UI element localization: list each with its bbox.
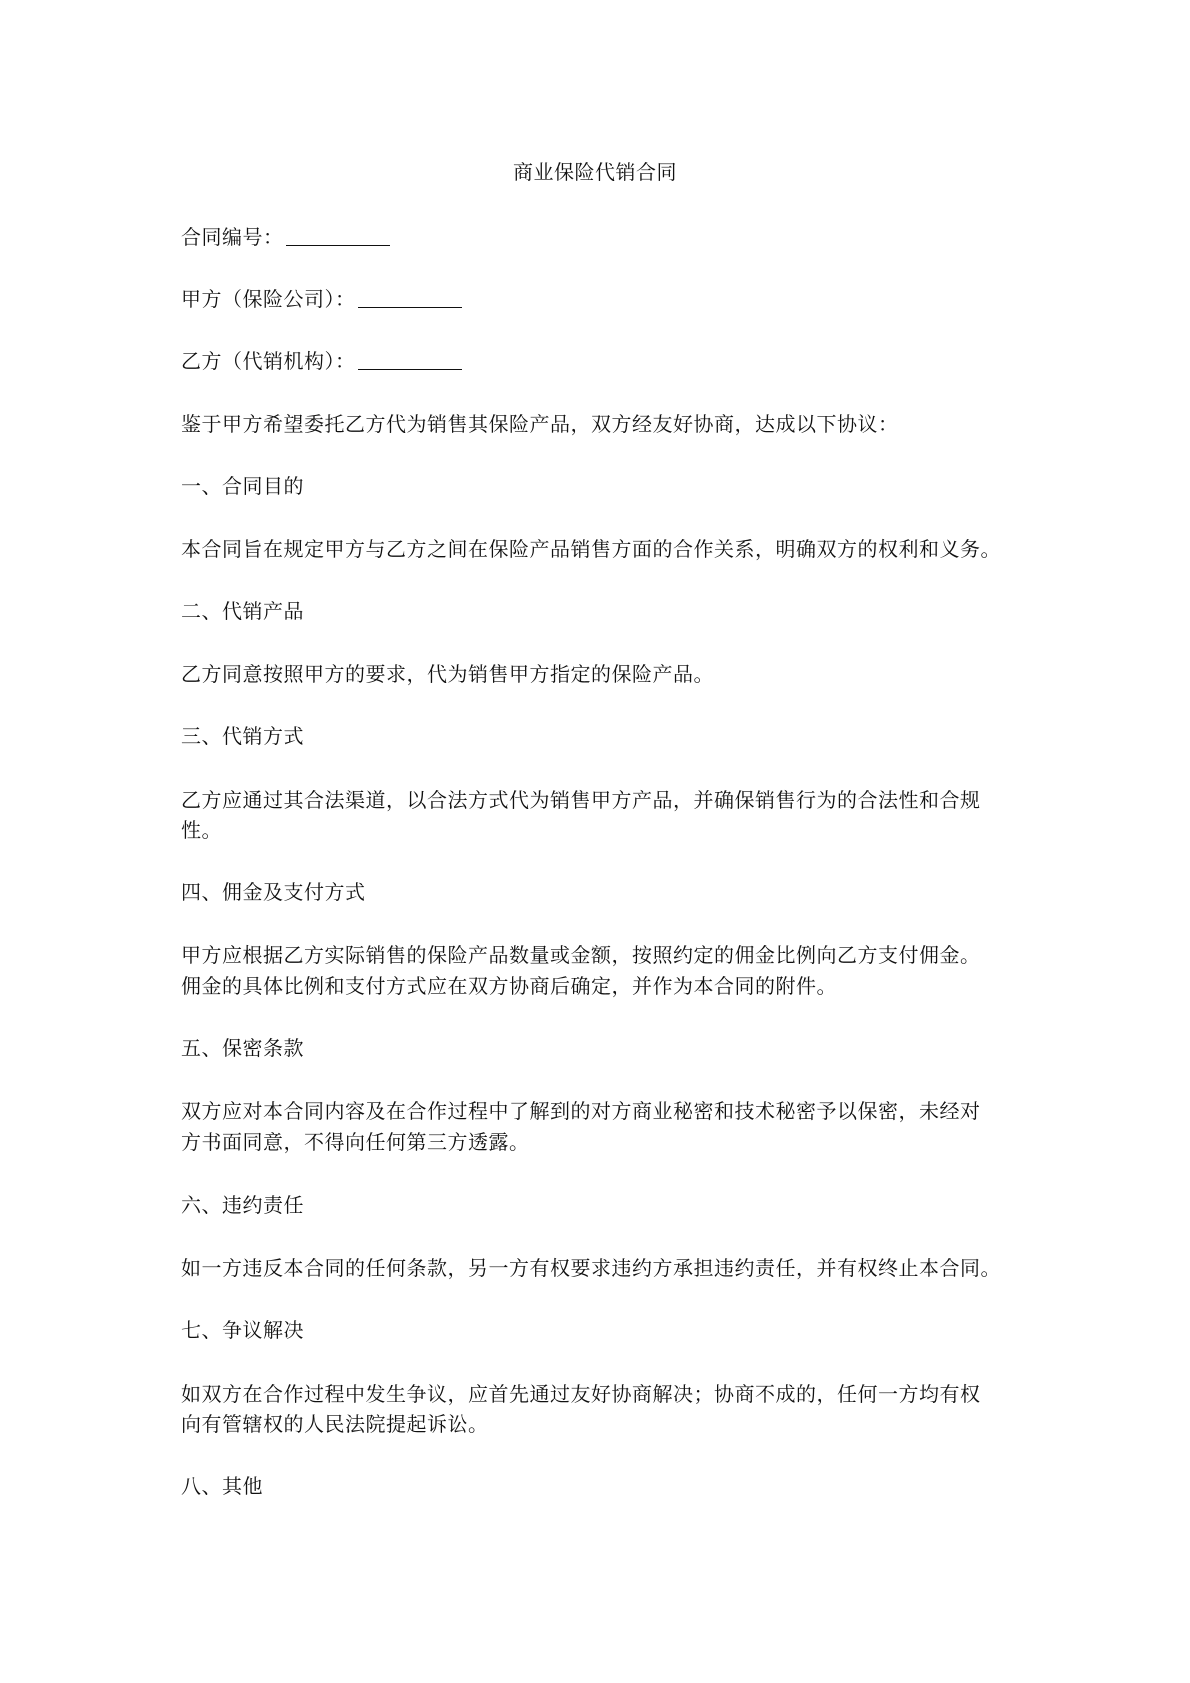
section-body-line: 性。 <box>181 818 222 842</box>
section-body-line: 如双方在合作过程中发生争议，应首先通过友好协商解决；协商不成的，任何一方均有权 <box>181 1382 981 1406</box>
section-heading: 五、保密条款 <box>181 1036 304 1060</box>
party-a-label: 甲方（保险公司）： <box>181 287 356 311</box>
section-body-line: 乙方同意按照甲方的要求，代为销售甲方指定的保险产品。 <box>181 662 714 686</box>
section-heading: 八、其他 <box>181 1474 263 1498</box>
party-b-line <box>181 346 462 376</box>
section-body-line: 方书面同意，不得向任何第三方透露。 <box>181 1130 530 1154</box>
intro-paragraph: 鉴于甲方希望委托乙方代为销售其保险产品，双方经友好协商，达成以下协议： <box>181 412 899 436</box>
section-body-line: 向有管辖权的人民法院提起诉讼。 <box>181 1412 489 1436</box>
section-body-line: 双方应对本合同内容及在合作过程中了解到的对方商业秘密和技术秘密予以保密，未经对 <box>181 1099 981 1123</box>
contract-number-line <box>181 222 390 252</box>
party-a-line <box>181 284 462 314</box>
section-heading: 七、争议解决 <box>181 1318 304 1342</box>
section-body-line: 佣金的具体比例和支付方式应在双方协商后确定，并作为本合同的附件。 <box>181 974 837 998</box>
contract-number-label: 合同编号： <box>181 225 284 249</box>
section-body-line: 本合同旨在规定甲方与乙方之间在保险产品销售方面的合作关系，明确双方的权利和义务。 <box>181 537 1001 561</box>
section-heading: 一、合同目的 <box>181 474 304 498</box>
party-a-blank[interactable] <box>358 287 462 308</box>
section-heading: 三、代销方式 <box>181 724 304 748</box>
section-body-line: 甲方应根据乙方实际销售的保险产品数量或金额，按照约定的佣金比例向乙方支付佣金。 <box>181 943 981 967</box>
section-heading: 四、佣金及支付方式 <box>181 880 366 904</box>
section-heading: 二、代销产品 <box>181 599 304 623</box>
section-body-line: 如一方违反本合同的任何条款，另一方有权要求违约方承担违约责任，并有权终止本合同。 <box>181 1256 1001 1280</box>
contract-number-blank[interactable] <box>286 225 390 246</box>
document-title: 商业保险代销合同 <box>513 160 677 184</box>
party-b-blank[interactable] <box>358 349 462 370</box>
section-body-line: 乙方应通过其合法渠道，以合法方式代为销售甲方产品，并确保销售行为的合法性和合规 <box>181 788 981 812</box>
section-heading: 六、违约责任 <box>181 1193 304 1217</box>
party-b-label: 乙方（代销机构）： <box>181 349 356 373</box>
